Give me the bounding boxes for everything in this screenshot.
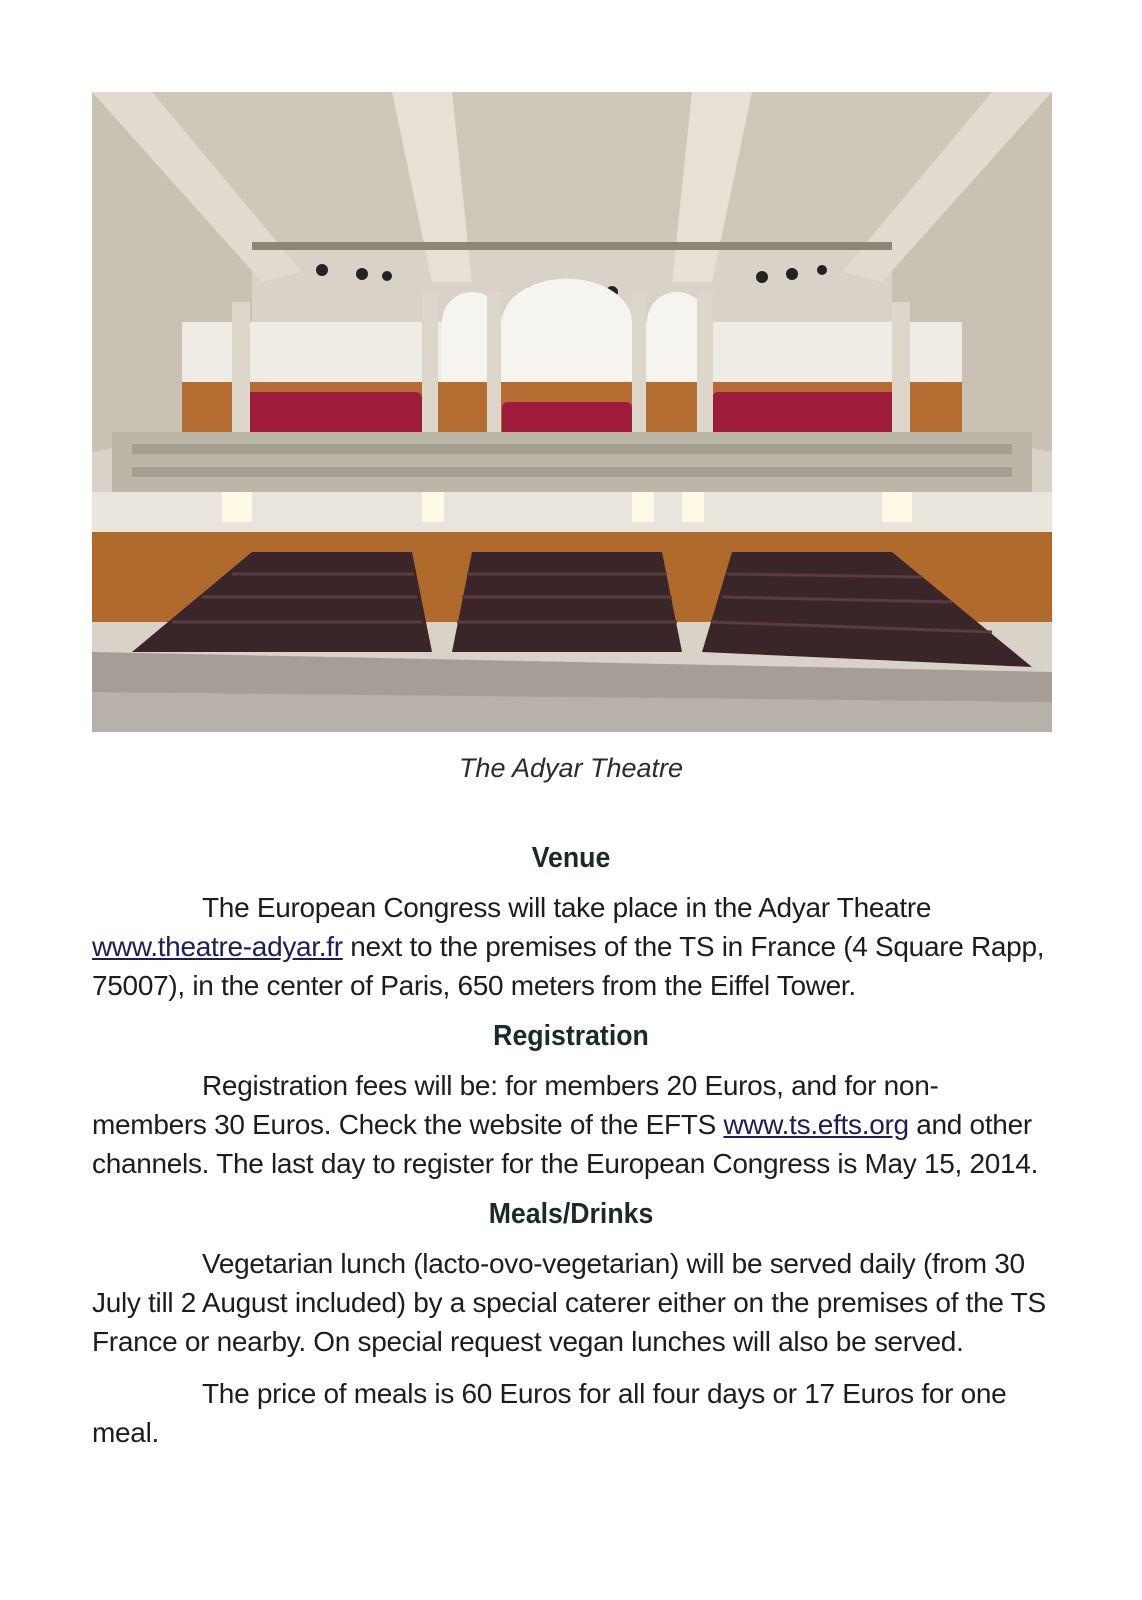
registration-text-1: Registration fees will be: for members 20 Euros, and for non-members 30 Euros. Check the website of the EFTS <box>92 1070 939 1140</box>
registration-heading: Registration <box>493 1020 649 1052</box>
theatre-website-link[interactable]: www.theatre-adyar.fr <box>92 931 343 962</box>
registration-paragraph <box>92 1066 1052 1183</box>
meals-text-2: The price of meals is 60 Euros for all four days or 17 Euros for one meal. <box>92 1378 1007 1448</box>
venue-text-1: The European Congress will take place in the Adyar Theatre <box>202 892 932 923</box>
meals-paragraph-1 <box>92 1244 1052 1361</box>
meals-text-1: Vegetarian lunch (lacto-ovo-vegetarian) will be served daily (from 30 July till 2 August included) by a special caterer either on the premises of the TS France or nearby. On special request vegan lunches will also be served. <box>92 1248 1046 1357</box>
theatre-illustration <box>92 92 1052 732</box>
venue-heading: Venue <box>531 842 611 874</box>
registration-text-2: and other channels. The last day to register for the European Congress is May 15, 2014. <box>92 1109 1039 1179</box>
photo-caption: The Adyar Theatre <box>458 753 684 783</box>
meals-heading: Meals/Drinks <box>488 1198 654 1230</box>
theatre-photo <box>92 92 1052 732</box>
venue-text-2: next to the premises of the TS in France (4 Square Rapp, 75007), in the center of Paris, 650 meters from the Eiffel Tower. <box>92 931 1045 1001</box>
meals-paragraph-2 <box>92 1374 1052 1452</box>
venue-paragraph <box>92 888 1052 1005</box>
efts-website-link[interactable]: www.ts.efts.org <box>723 1109 909 1140</box>
